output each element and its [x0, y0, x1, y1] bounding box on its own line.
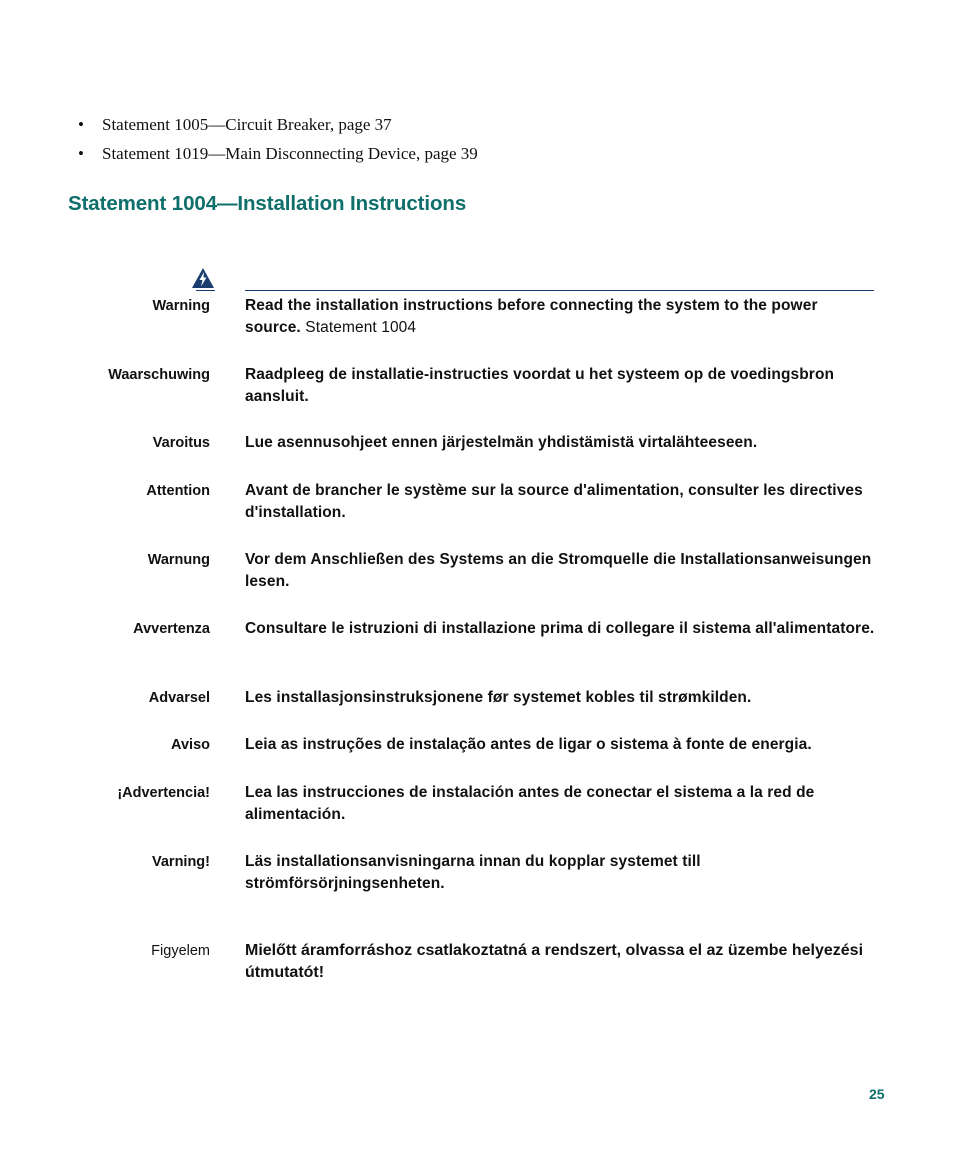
warning-rule-right [245, 290, 874, 291]
warning-text: Raadpleeg de installatie-instructies voordat u het systeem op de voedingsbron aansluit. [245, 366, 835, 405]
warning-text: Avant de brancher le système sur la source d'alimentation, consulter les directives d'installation. [245, 482, 863, 521]
bullet-list [78, 112, 778, 170]
warning-text: Leia as instruções de instalação antes de ligar o sistema à fonte de energia. [245, 736, 812, 753]
warning-text: Vor dem Anschließen des Systems an die Stromquelle die Installationsanweisungen lesen. [245, 551, 872, 590]
warning-text: Läs installationsanvisningarna innan du kopplar systemet till strömförsörjningsenheten. [245, 853, 701, 892]
warning-label: ¡Advertencia! [117, 785, 210, 801]
warning-text: Lea las instrucciones de instalación antes de conectar el sistema a la red de alimentación. [245, 784, 815, 823]
bullet-dot: • [78, 144, 84, 163]
warning-label: Waarschuwing [108, 367, 210, 383]
warning-text: Consultare le istruzioni di installazione prima di collegare il sistema all'alimentatore. [245, 620, 875, 637]
warning-label: Advarsel [148, 690, 210, 706]
warning-text: Les installasjonsinstruksjonene før systemet kobles til strømkilden. [245, 689, 752, 706]
warning-text: Lue asennusohjeet ennen järjestelmän yhdistämistä virtalähteeseen. [245, 434, 758, 451]
warning-label: Attention [146, 483, 210, 499]
warning-label: Aviso [171, 737, 210, 753]
warning-body: Read the installation instructions before connecting the system to the power source. [245, 297, 818, 336]
list-item [78, 141, 778, 170]
warning-text [245, 295, 877, 339]
warning-icon [191, 267, 215, 289]
warning-label: Varoitus [152, 435, 210, 451]
statement-number: Statement 1004 [305, 319, 417, 336]
warning-label: Warning [152, 298, 210, 314]
page-number: 25 [869, 1086, 885, 1102]
warning-label: Varning! [151, 854, 210, 870]
bullet-dot: • [78, 115, 84, 134]
warning-text: Mielőtt áramforráshoz csatlakoztatná a rendszert, olvassa el az üzembe helyezési útmutatót! [245, 942, 864, 981]
list-item [78, 112, 778, 141]
warning-rule-left [196, 290, 215, 291]
bullet-text: Statement 1019—Main Disconnecting Device, page 39 [102, 144, 478, 163]
warning-label: Warnung [147, 552, 210, 568]
bullet-text: Statement 1005—Circuit Breaker, page 37 [102, 115, 392, 134]
warning-label: Figyelem [151, 943, 210, 959]
warning-label: Avvertenza [133, 621, 210, 637]
section-heading: Statement 1004—Installation Instructions [68, 192, 467, 215]
